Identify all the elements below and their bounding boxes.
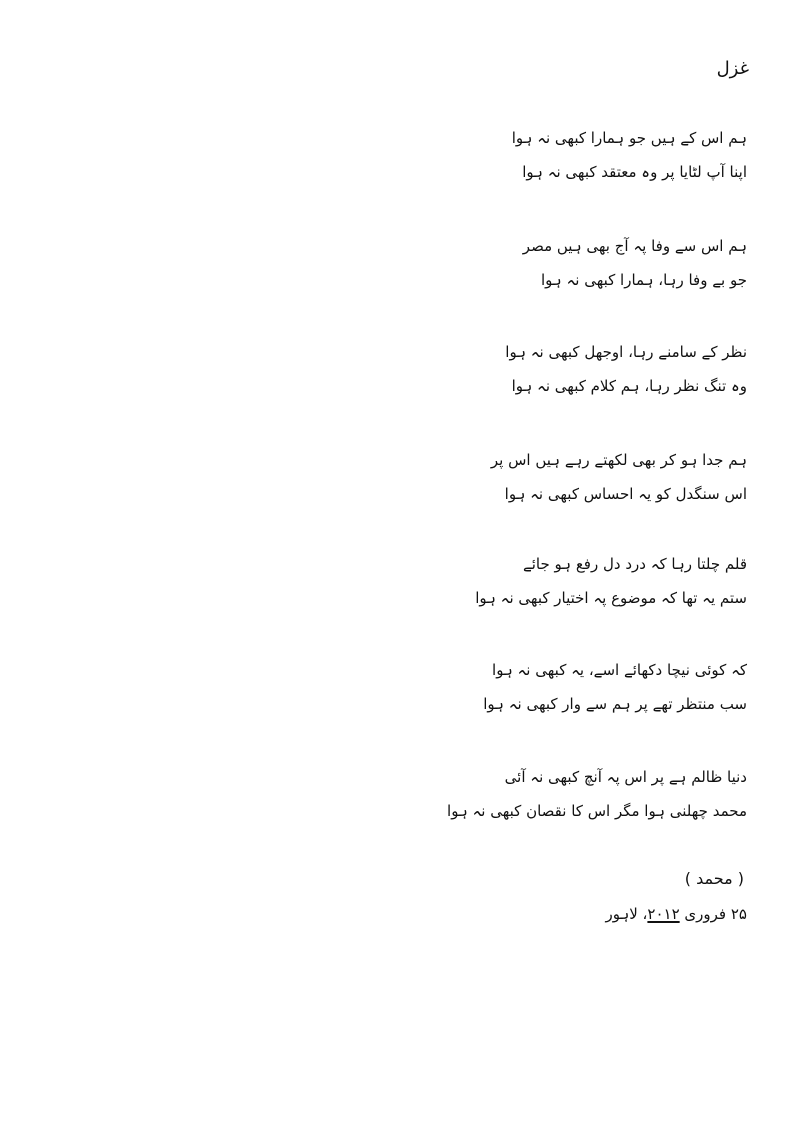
stanza-5 [475, 547, 747, 615]
verse-line: کہ کوئی نیچا دکھائے اسے، یہ کبھی نہ ہوا [492, 661, 747, 679]
verse-line: ستم یہ تھا کہ موضوع پہ اختیار کبھی نہ ہوا [475, 589, 747, 607]
verse-line: نظر کے سامنے رہا، اوجھل کبھی نہ ہوا [505, 343, 747, 361]
date-place: ، لاہور [605, 905, 648, 923]
verse-line: ہم اس سے وفا پہ آج بھی ہیں مصر [522, 237, 747, 255]
verse-line: وہ تنگ نظر رہا، ہم کلام کبھی نہ ہوا [511, 377, 747, 395]
stanza-6 [483, 653, 747, 721]
date-place-line [605, 901, 747, 927]
verse-line: قلم چلتا رہا کہ درد دل رفع ہو جائے [522, 555, 747, 573]
verse-line: جو بے وفا رہا، ہمارا کبھی نہ ہوا [541, 271, 747, 289]
stanza-3 [487, 335, 747, 403]
verse-line: ہم اس کے ہیں جو ہمارا کبھی نہ ہوا [511, 129, 747, 147]
author-signature: ( محمد ) [684, 869, 744, 888]
stanza-7 [447, 760, 747, 828]
verse-line: اس سنگدل کو یہ احساس کبھی نہ ہوا [504, 485, 747, 503]
stanza-4 [487, 443, 747, 511]
verse-line: دنیا ظالم ہے پر اس پہ آنچ کبھی نہ آئی [504, 768, 747, 786]
date-day-month: ۲۵ فروری [684, 905, 747, 923]
verse-line: اپنا آپ لٹایا پر وہ معتقد کبھی نہ ہوا [522, 163, 747, 181]
date-year: ۲۰۱۲ [647, 905, 680, 923]
verse-line: ہم جدا ہو کر بھی لکھتے رہے ہیں اس پر [490, 451, 747, 469]
stanza-2 [487, 229, 747, 297]
page-title: غزل [716, 58, 749, 79]
verse-line: سب منتظر تھے پر ہم سے وار کبھی نہ ہوا [483, 695, 747, 713]
verse-line: محمد چھلنی ہوا مگر اس کا نقصان کبھی نہ ہوا [447, 802, 747, 820]
stanza-1 [487, 121, 747, 189]
